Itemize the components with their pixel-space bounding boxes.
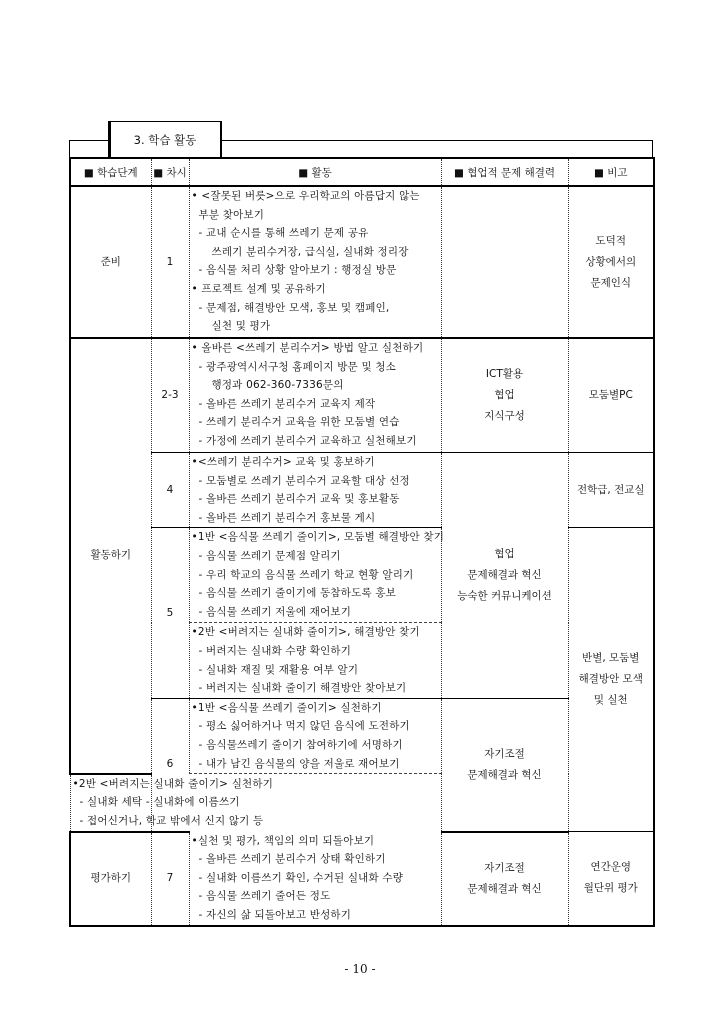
competency-line: ICT활용	[485, 368, 524, 380]
competency-line: 지식구성	[484, 410, 525, 422]
frame-right	[652, 140, 653, 158]
frame-top-left	[69, 140, 108, 141]
activity-s1	[189, 186, 441, 338]
activity-line: - 자신의 삶 되돌아보고 반성하기	[198, 909, 352, 921]
competency-s45	[441, 453, 568, 699]
session-6: 6	[151, 698, 189, 831]
activity-line: - 광주광역시서구청 홈페이지 방문 및 청소	[198, 360, 397, 373]
competency-line: 자기조절	[484, 861, 525, 874]
competency-s6	[441, 698, 568, 831]
activity-line: - 평소 싫어하거나 먹지 않던 음식에 도전하기	[198, 720, 410, 733]
stage-activity: 활동하기	[70, 338, 151, 774]
competency-line: 협업	[494, 547, 515, 560]
activity-line: - 접어신거나, 학교 밖에서 신지 않기 등	[79, 814, 264, 827]
activity-s6a	[189, 698, 441, 773]
activity-line: 실천 및 평가	[211, 320, 271, 333]
activity-s23	[189, 338, 441, 453]
activity-line: - 교내 순시를 통해 쓰레기 문제 공유	[198, 227, 369, 240]
activity-s5a	[189, 528, 445, 623]
competency-line: 문제해결과 혁신	[467, 568, 542, 581]
competency-s23	[441, 338, 568, 453]
tab-shadow	[220, 121, 222, 157]
header-row	[70, 158, 654, 186]
activity-line: - 음식물쓰레기 줄이기 참여하기에 서명하기	[198, 738, 403, 751]
activity-line: • 프로젝트 설계 및 공유하기	[191, 282, 326, 295]
activity-line: - 음식물 쓰레기 저울에 재어보기	[198, 605, 352, 618]
activity-line: 행정과 062-360-7336문의	[211, 379, 344, 392]
note-s56	[568, 528, 654, 832]
activity-line: - 음식물 쓰레기 줄어든 정도	[198, 890, 331, 903]
header-activity: ■ 활동	[189, 158, 441, 186]
competency-line: 자기조절	[484, 747, 525, 760]
stage-evaluation: 평가하기	[70, 832, 151, 926]
activity-line: •1반 <음식물 쓰레기 줄이기>, 모둠별 해결방안 찾기	[191, 531, 445, 544]
activity-line: • 올바른 <쓰레기 분리수거> 방법 알고 실천하기	[191, 342, 424, 354]
competency-s7	[441, 832, 568, 926]
activity-line: - 음식물 쓰레기 줄이기에 동참하도록 홍보	[198, 587, 397, 600]
activity-line: - 가정에 쓰레기 분리수거 교육하고 실천해보기	[198, 434, 417, 447]
page-number: - 10 -	[344, 962, 376, 976]
competency-s1	[441, 186, 568, 338]
session-2-3: 2-3	[151, 338, 189, 453]
session-5: 5	[151, 528, 189, 698]
competency-line: 문제해결과 혁신	[467, 768, 542, 781]
note-s7	[568, 832, 654, 926]
note-line: 상황에서의	[585, 255, 637, 268]
note-line: 반별, 모둠별	[582, 652, 640, 665]
row-session-7	[70, 832, 654, 926]
activity-line: •2반 <버려지는 실내화 줄이기> 실천하기	[72, 777, 274, 790]
note-line: 문제인식	[590, 276, 632, 289]
activity-line: - 올바른 쓰레기 분리수거 홍보물 게시	[198, 511, 376, 524]
activity-line: • <잘못된 버릇>으로 우리학교의 아름답지 않는	[191, 190, 420, 202]
section-tab	[108, 121, 222, 158]
note-s4: 전학급, 전교실	[568, 453, 654, 528]
section-title: 3. 학습 활동	[133, 133, 197, 147]
note-line: 연간운영	[590, 861, 632, 874]
row-session-6a	[70, 698, 654, 773]
activity-line: - 버려지는 실내화 수량 확인하기	[198, 644, 352, 657]
row-session-2-3	[70, 338, 654, 453]
activity-s4	[189, 453, 441, 528]
note-line: 도덕적	[595, 234, 626, 247]
activity-line: - 올바른 쓰레기 분리수거 교육 및 홍보활동	[198, 493, 400, 506]
activity-line: - 버려지는 실내화 줄이기 해결방안 찾아보기	[198, 682, 407, 695]
activity-line: - 문제점, 해결방안 모색, 홍보 및 캠페인,	[198, 301, 390, 314]
competency-line: 문제해결과 혁신	[467, 882, 542, 895]
activity-line: - 음식물 쓰레기 문제점 알리기	[198, 549, 341, 562]
session-1: 1	[151, 186, 189, 338]
header-stage: ■ 학습단계	[70, 158, 151, 186]
activity-line: •1반 <음식물 쓰레기 줄이기> 실천하기	[191, 701, 382, 714]
competency-line: 능숙한 커뮤니케이션	[457, 589, 552, 602]
competency-line: 협업	[494, 389, 515, 401]
note-s1	[568, 186, 654, 338]
activity-line: - 모둠별로 쓰레기 분리수거 교육할 대상 선정	[198, 474, 410, 487]
activity-line: - 실내화 이름쓰기 확인, 수거된 실내화 수량	[198, 871, 404, 884]
header-note: ■ 비고	[568, 158, 654, 186]
activity-line: 쓰레기 분리수거장, 급식실, 실내화 정리장	[211, 245, 409, 258]
activity-line: - 올바른 쓰레기 분리수거 교육지 제작	[198, 397, 376, 410]
header-competency: ■ 협업적 문제 해결력	[441, 158, 568, 186]
activity-line: - 쓰레기 분리수거 교육을 위한 모둠별 연습	[198, 416, 400, 429]
stage-prep: 준비	[70, 186, 151, 338]
session-4: 4	[151, 453, 189, 528]
activity-line: - 내가 남긴 음식물의 양을 저울로 재어보기	[198, 757, 400, 770]
note-line: 해결방안 모색	[578, 673, 643, 686]
activity-line: - 실내화 세탁 - 실내화에 이름쓰기	[79, 796, 240, 809]
activity-line: 부분 찾아보기	[198, 208, 265, 221]
activity-line: •<쓰레기 분리수거> 교육 및 홍보하기	[191, 456, 375, 468]
note-s23: 모둠별PC	[568, 338, 654, 453]
activity-s6b	[70, 774, 274, 832]
row-session-4	[70, 453, 654, 528]
frame-left	[69, 140, 70, 158]
note-line: 월단위 평가	[583, 882, 638, 895]
activity-s5b	[189, 623, 441, 698]
lesson-plan-table	[69, 157, 655, 927]
session-7: 7	[151, 832, 189, 926]
header-session: ■ 차시	[151, 158, 189, 186]
activity-line: - 음식물 처리 상황 알아보기 : 행정실 방문	[198, 264, 397, 277]
frame-top-right	[222, 140, 653, 141]
note-line: 및 실천	[593, 694, 628, 707]
activity-line: - 올바른 쓰레기 분리수거 상태 확인하기	[198, 853, 386, 866]
activity-s7	[189, 832, 441, 926]
activity-line: •2반 <버려지는 실내화 줄이기>, 해결방안 찾기	[191, 626, 420, 639]
row-session-1	[70, 186, 654, 338]
activity-line: •실천 및 평가, 책임의 의미 되돌아보기	[191, 834, 375, 847]
activity-line: - 실내화 재질 및 재활용 여부 알기	[198, 663, 359, 676]
activity-line: - 우리 학교의 음식물 쓰레기 학교 현황 알리기	[198, 568, 414, 581]
